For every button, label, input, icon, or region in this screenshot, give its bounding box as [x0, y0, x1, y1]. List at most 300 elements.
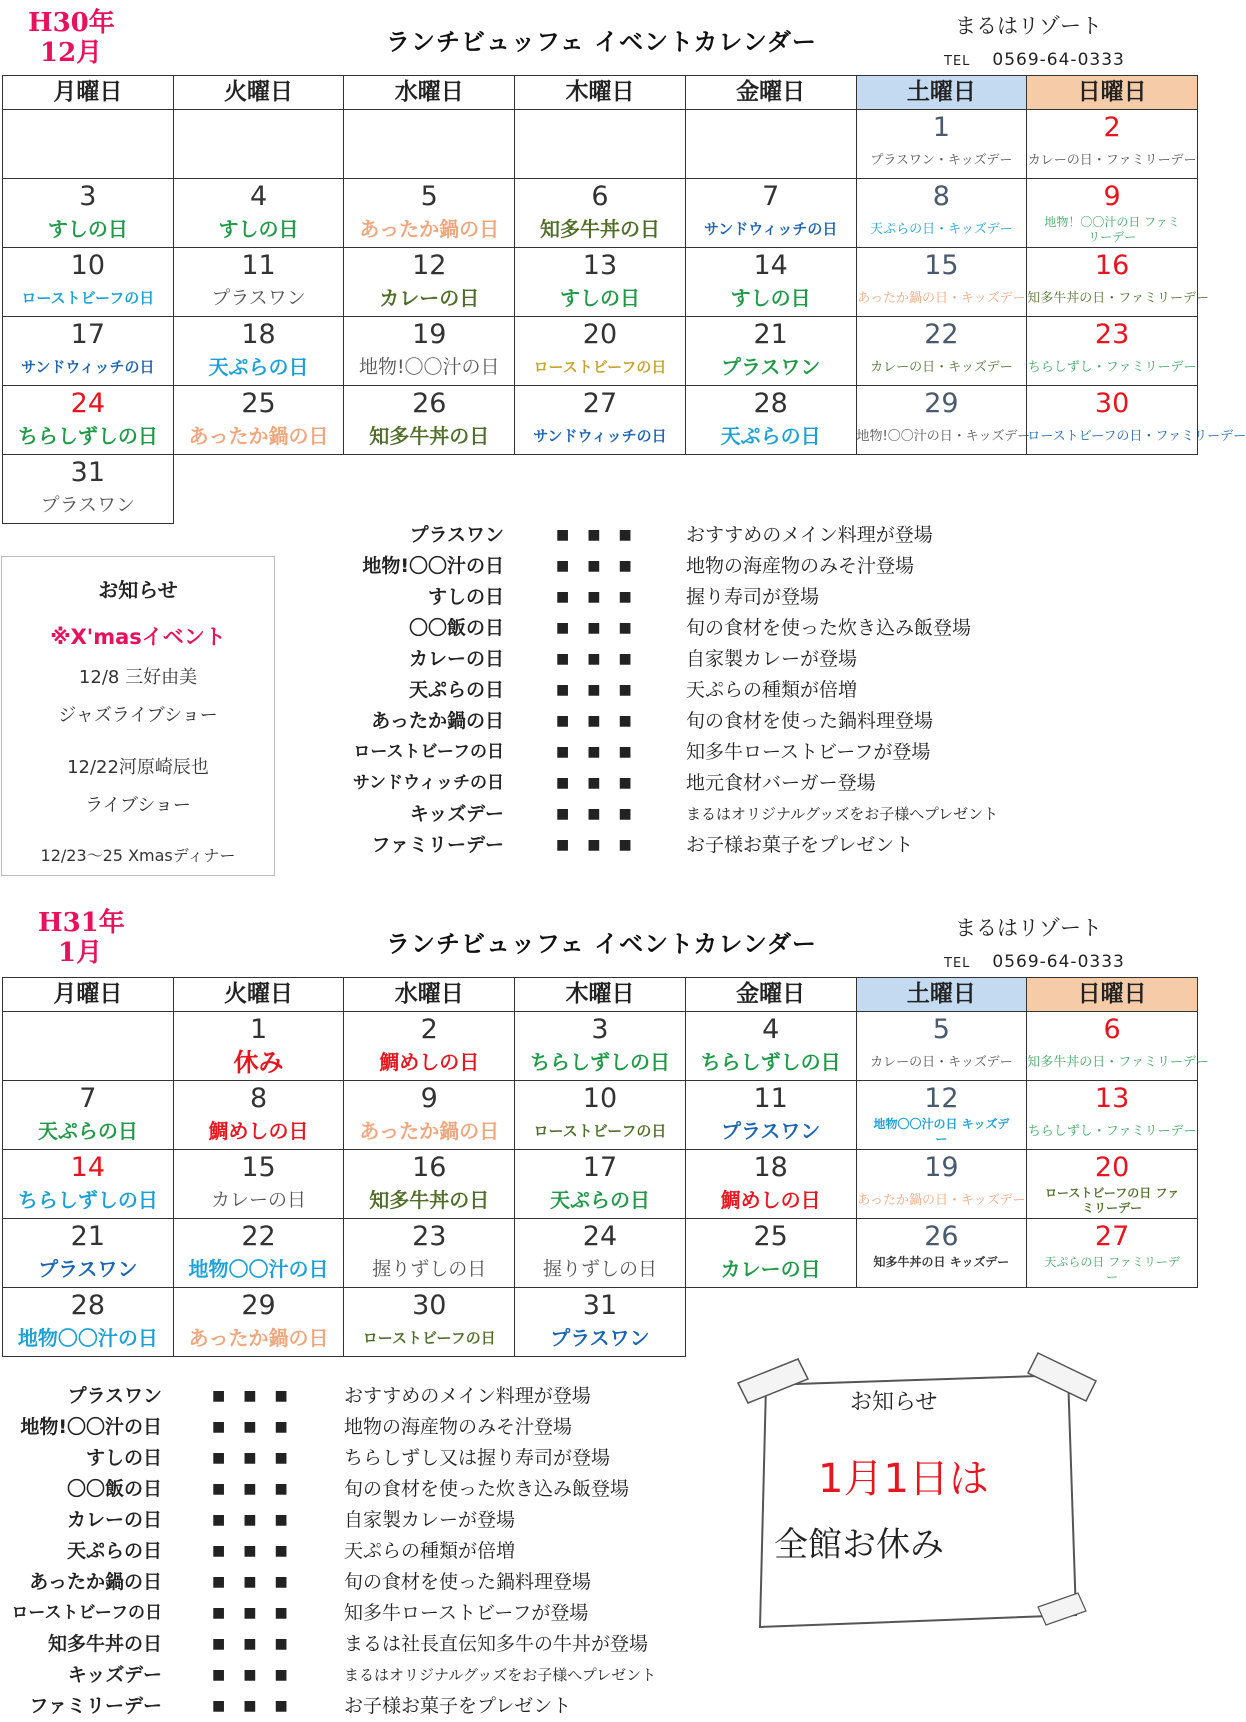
day-cell — [856, 248, 1027, 317]
day-number: 29 — [241, 1290, 276, 1321]
legend-row — [300, 737, 1070, 768]
weekday-header: 火曜日 — [173, 76, 344, 110]
day-number: 18 — [753, 1152, 788, 1183]
event-label: 地物〇〇汁の日 — [188, 1257, 329, 1281]
notice-line: ライブショー — [85, 795, 191, 816]
day-cell — [685, 317, 856, 386]
legend-description: 旬の食材を使った炊き込み飯登場 — [686, 617, 972, 639]
legend-key: キッズデー — [67, 1664, 162, 1686]
day-cell — [3, 179, 174, 248]
day-number: 14 — [753, 250, 788, 281]
legend-key: 地物!〇〇汁の日 — [362, 555, 504, 577]
blank-cell — [1027, 455, 1198, 524]
day-cell — [515, 386, 686, 455]
day-cell — [1027, 1219, 1198, 1288]
legend-key: 知多牛丼の日 — [47, 1633, 162, 1655]
event-label: ローストビーフの日 ファミリーデー — [1044, 1186, 1180, 1215]
day-cell — [173, 1012, 344, 1081]
day-cell — [856, 1150, 1027, 1219]
weekday-header: 月曜日 — [3, 76, 174, 110]
day-cell — [1027, 110, 1198, 179]
legend-description: おすすめのメイン料理が登場 — [686, 524, 933, 546]
blank-cell — [515, 455, 686, 524]
legend-row — [0, 1474, 720, 1505]
day-cell — [856, 317, 1027, 386]
legend-description: 天ぷらの種類が倍増 — [344, 1540, 516, 1562]
legend-key: ローストビーフの日 — [353, 742, 504, 762]
legend-dots: ■■■ — [556, 651, 650, 667]
day-number: 5 — [420, 181, 438, 212]
day-cell — [856, 179, 1027, 248]
event-label: 地物〇〇汁の日 — [17, 1326, 158, 1350]
event-label: プラスワン・キッズデー — [870, 153, 1013, 168]
weekday-header: 日曜日 — [1027, 76, 1198, 110]
day-cell — [344, 248, 515, 317]
legend-row — [0, 1629, 720, 1660]
day-cell — [344, 317, 515, 386]
day-cell — [3, 386, 174, 455]
event-label: すしの日 — [559, 286, 640, 310]
legend-key: あったか鍋の日 — [29, 1571, 162, 1593]
weekday-header: 水曜日 — [344, 978, 515, 1012]
era-year: H31年 — [38, 908, 125, 938]
event-label: カレーの日 — [211, 1189, 307, 1211]
day-number: 26 — [412, 388, 447, 419]
day-cell — [515, 1081, 686, 1150]
event-label: プラスワン — [550, 1326, 650, 1350]
legend-description: 地物の海産物のみそ汁登場 — [686, 555, 915, 577]
day-cell — [515, 1150, 686, 1219]
era-month: 1月 — [58, 938, 103, 968]
legend-key: サンドウィッチの日 — [352, 773, 504, 793]
day-number: 27 — [582, 388, 618, 419]
event-label: 知多牛丼の日・ファミリーデー — [1027, 291, 1209, 306]
event-label: あったか鍋の日 — [188, 424, 329, 448]
weekday-header: 木曜日 — [515, 76, 686, 110]
day-number: 10 — [582, 1083, 618, 1114]
day-cell — [685, 1219, 856, 1288]
legend-dots: ■■■ — [556, 589, 650, 605]
legend-row — [300, 613, 1070, 644]
day-cell — [1027, 317, 1198, 386]
event-label: 天ぷらの日 — [720, 424, 821, 448]
legend-description: おすすめのメイン料理が登場 — [344, 1385, 591, 1407]
event-label: サンドウィッチの日 — [703, 220, 838, 238]
blank-cell — [856, 455, 1027, 524]
event-label: プラスワン — [38, 1257, 138, 1281]
legend-dots: ■■■ — [556, 527, 650, 543]
day-number: 11 — [241, 250, 276, 281]
day-cell — [173, 1288, 344, 1357]
event-label: 知多牛丼の日・ファミリーデー — [1027, 1055, 1209, 1070]
legend-description: 地元食材バーガー登場 — [686, 772, 876, 794]
event-label: 鯛めしの日 — [720, 1188, 821, 1212]
day-number: 17 — [582, 1152, 618, 1183]
december-legend — [300, 520, 1070, 861]
day-cell — [344, 1081, 515, 1150]
notice-line: 12/22河原崎辰也 — [67, 757, 209, 778]
event-label: 地物！〇〇汁の日 ファミリーデー — [1044, 215, 1180, 244]
weekday-header: 木曜日 — [515, 978, 686, 1012]
blank-cell — [685, 455, 856, 524]
day-cell — [173, 248, 344, 317]
day-number: 25 — [241, 388, 276, 419]
legend-dots: ■■■ — [556, 806, 650, 822]
day-number: 12 — [924, 1083, 959, 1114]
calendar-title: ランチビュッフェ イベントカレンダー — [386, 28, 817, 56]
event-label: 知多牛丼の日 — [539, 217, 660, 241]
day-number: 3 — [591, 1014, 609, 1045]
day-cell — [344, 1150, 515, 1219]
event-label: 地物!〇〇汁の日 — [358, 356, 500, 378]
event-label: カレーの日・ファミリーデー — [1027, 153, 1197, 168]
event-label: カレーの日・キッズデー — [870, 360, 1013, 375]
empty-day-cell — [3, 1012, 174, 1081]
legend-key: 〇〇飯の日 — [66, 1478, 162, 1500]
event-label: 知多牛丼の日 — [369, 1188, 490, 1212]
event-label: カレーの日 — [720, 1257, 821, 1281]
legend-row — [0, 1660, 720, 1691]
day-number: 28 — [753, 388, 788, 419]
event-label: 知多牛丼の日 キッズデー — [873, 1255, 1010, 1269]
legend-row — [300, 768, 1070, 799]
event-label: すしの日 — [218, 217, 299, 241]
legend-dots: ■■■ — [212, 1636, 306, 1652]
day-number: 8 — [932, 181, 950, 212]
era-month: 12月 — [40, 38, 103, 68]
day-number: 24 — [70, 388, 106, 419]
day-cell — [3, 317, 174, 386]
legend-dots: ■■■ — [556, 775, 650, 791]
day-cell — [3, 1288, 174, 1357]
legend-dots: ■■■ — [212, 1481, 306, 1497]
legend-key: あったか鍋の日 — [371, 710, 504, 732]
legend-dots: ■■■ — [212, 1419, 306, 1435]
day-cell — [685, 386, 856, 455]
day-number: 22 — [924, 319, 959, 350]
legend-dots: ■■■ — [212, 1388, 306, 1404]
blank-cell — [344, 455, 515, 524]
day-cell — [515, 1288, 686, 1357]
day-cell — [515, 317, 686, 386]
day-number: 1 — [249, 1014, 268, 1045]
legend-key: カレーの日 — [408, 648, 504, 670]
event-label: あったか鍋の日 — [359, 1119, 500, 1143]
event-label: ローストビーフの日 — [533, 358, 667, 376]
day-number: 19 — [924, 1152, 959, 1183]
legend-row — [300, 830, 1070, 861]
day-cell — [344, 179, 515, 248]
legend-dots: ■■■ — [556, 744, 650, 760]
day-number: 13 — [1094, 1083, 1130, 1114]
legend-description: まるは社長直伝知多牛の牛丼が登場 — [344, 1633, 649, 1655]
legend-description: 旬の食材を使った炊き込み飯登場 — [344, 1478, 630, 1500]
legend-row — [300, 675, 1070, 706]
memo-closed-message: 全館お休み — [774, 1525, 944, 1565]
event-label: ローストビーフの日・ファミリーデー — [1027, 429, 1246, 444]
event-label: プラスワン — [720, 355, 821, 379]
event-label: 握りずしの日 — [542, 1258, 657, 1280]
notice-line: 12/23〜25 Xmasディナー — [40, 846, 236, 865]
empty-day-cell — [685, 110, 856, 179]
event-label: プラスワン — [720, 1119, 821, 1143]
day-cell — [515, 248, 686, 317]
legend-dots: ■■■ — [212, 1450, 306, 1466]
day-cell — [344, 386, 515, 455]
legend-dots: ■■■ — [556, 837, 650, 853]
day-cell — [856, 386, 1031, 455]
day-number: 20 — [582, 319, 618, 350]
day-number: 4 — [762, 1014, 780, 1045]
event-label: すしの日 — [47, 217, 128, 241]
legend-description: 知多牛ローストビーフが登場 — [344, 1602, 589, 1624]
event-label: 天ぷらの日・キッズデー — [870, 222, 1013, 237]
day-cell — [173, 317, 344, 386]
day-cell — [344, 1012, 515, 1081]
legend-row — [300, 520, 1070, 551]
day-number: 20 — [1094, 1152, 1130, 1183]
day-number: 2 — [420, 1014, 438, 1045]
day-cell — [685, 1081, 856, 1150]
day-number: 4 — [249, 181, 268, 212]
phone-number: TEL 0569-64-0333 — [944, 952, 1125, 972]
legend-description: まるはオリジナルグッズをお子様へプレゼント — [344, 1666, 657, 1684]
resort-name: まるはリゾート — [955, 14, 1102, 38]
day-cell — [3, 1081, 174, 1150]
day-number: 6 — [1103, 1014, 1121, 1045]
day-cell — [1027, 248, 1209, 317]
legend-description: 知多牛ローストビーフが登場 — [686, 741, 931, 763]
event-label: 天ぷらの日 ファミリーデー — [1044, 1255, 1180, 1284]
event-label: 天ぷらの日 — [208, 355, 309, 379]
event-label: 地物〇〇汁の日 キッズデー — [873, 1117, 1010, 1146]
legend-dots: ■■■ — [212, 1605, 306, 1621]
day-cell — [173, 1150, 344, 1219]
legend-row — [0, 1412, 720, 1443]
event-label: 鯛めしの日 — [379, 1050, 480, 1074]
legend-dots: ■■■ — [556, 682, 650, 698]
day-number: 8 — [249, 1083, 268, 1114]
day-cell — [1027, 179, 1198, 248]
phone-number: TEL 0569-64-0333 — [944, 50, 1125, 70]
weekday-header: 水曜日 — [344, 76, 515, 110]
day-cell — [344, 1219, 515, 1288]
day-cell — [1027, 1081, 1198, 1150]
day-cell — [3, 455, 174, 524]
event-label: ちらしずし・ファミリーデー — [1027, 1124, 1197, 1139]
legend-key: すしの日 — [85, 1447, 162, 1469]
event-label: ローストビーフの日 — [533, 1122, 667, 1140]
event-label: 天ぷらの日 — [37, 1119, 138, 1143]
legend-key: キッズデー — [409, 803, 504, 825]
legend-description: まるはオリジナルグッズをお子様へプレゼント — [686, 805, 999, 823]
day-cell — [173, 1081, 344, 1150]
notice-title: お知らせ — [98, 578, 178, 602]
empty-day-cell — [173, 110, 344, 179]
memo-title: お知らせ — [850, 1390, 938, 1415]
day-cell — [856, 110, 1027, 179]
day-number: 27 — [1094, 1221, 1130, 1252]
event-label: サンドウィッチの日 — [533, 427, 667, 445]
legend-key: ローストビーフの日 — [11, 1603, 162, 1623]
day-cell — [685, 1150, 856, 1219]
legend-key: すしの日 — [427, 586, 504, 608]
december-calendar — [2, 75, 1246, 524]
day-number: 16 — [412, 1152, 447, 1183]
legend-row — [0, 1691, 720, 1722]
event-label: ちらしずしの日 — [700, 1050, 841, 1074]
legend-key: ファミリーデー — [371, 834, 504, 856]
event-label: ちらしずしの日 — [529, 1050, 670, 1074]
legend-row — [300, 551, 1070, 582]
legend-row — [0, 1505, 720, 1536]
legend-description: 地物の海産物のみそ汁登場 — [344, 1416, 573, 1438]
legend-key: 天ぷらの日 — [66, 1540, 162, 1562]
event-label: すしの日 — [730, 286, 811, 310]
day-number: 12 — [412, 250, 447, 281]
legend-description: お子様お菓子をプレゼント — [344, 1695, 572, 1717]
legend-row — [0, 1443, 720, 1474]
day-cell — [685, 1012, 856, 1081]
day-cell — [685, 248, 856, 317]
day-number: 7 — [79, 1083, 97, 1114]
day-number: 3 — [79, 181, 97, 212]
legend-key: 〇〇飯の日 — [408, 617, 504, 639]
day-number: 1 — [932, 112, 950, 143]
legend-dots: ■■■ — [556, 558, 650, 574]
day-number: 24 — [582, 1221, 618, 1252]
event-label: ちらしずしの日 — [17, 1188, 158, 1212]
weekday-header: 金曜日 — [685, 76, 856, 110]
empty-day-cell — [344, 110, 515, 179]
legend-key: 天ぷらの日 — [408, 679, 504, 701]
day-cell — [515, 1012, 686, 1081]
day-number: 23 — [412, 1221, 447, 1252]
event-label: あったか鍋の日・キッズデー — [857, 291, 1026, 306]
january-legend — [0, 1381, 720, 1722]
event-label: あったか鍋の日 — [188, 1326, 329, 1350]
event-label: あったか鍋の日・キッズデー — [857, 1193, 1026, 1208]
notice-line: 12/8 三好由美 — [78, 667, 198, 688]
blank-cell — [173, 455, 344, 524]
day-cell — [173, 179, 344, 248]
event-label: カレーの日・キッズデー — [870, 1055, 1013, 1070]
legend-row — [0, 1598, 720, 1629]
legend-dots: ■■■ — [212, 1574, 306, 1590]
day-number: 31 — [70, 457, 106, 488]
day-number: 13 — [582, 250, 618, 281]
weekday-header: 火曜日 — [173, 978, 344, 1012]
day-cell — [344, 1288, 515, 1357]
legend-dots: ■■■ — [212, 1512, 306, 1528]
day-number: 26 — [924, 1221, 959, 1252]
day-number: 19 — [412, 319, 447, 350]
event-label: 天ぷらの日 — [549, 1188, 650, 1212]
weekday-header: 月曜日 — [3, 978, 174, 1012]
day-cell — [515, 179, 686, 248]
event-label: 知多牛丼の日 — [369, 424, 490, 448]
legend-dots: ■■■ — [556, 620, 650, 636]
day-number: 10 — [70, 250, 106, 281]
day-cell — [856, 1219, 1027, 1288]
day-number: 2 — [1103, 112, 1121, 143]
day-number: 31 — [582, 1290, 618, 1321]
notice-line: ジャズライブショー — [58, 705, 218, 726]
day-number: 11 — [753, 1083, 788, 1114]
legend-description: 旬の食材を使った鍋料理登場 — [344, 1571, 592, 1593]
day-cell — [856, 1012, 1027, 1081]
day-cell — [1027, 1012, 1209, 1081]
event-label: カレーの日 — [379, 286, 480, 310]
day-cell — [3, 1150, 174, 1219]
legend-dots: ■■■ — [212, 1543, 306, 1559]
event-label: ローストビーフの日 — [362, 1329, 496, 1347]
legend-description: 握り寿司が登場 — [686, 586, 820, 608]
day-cell — [1027, 1150, 1198, 1219]
empty-day-cell — [3, 110, 174, 179]
legend-dots: ■■■ — [212, 1667, 306, 1683]
day-number: 29 — [924, 388, 959, 419]
event-label: プラスワン — [40, 494, 136, 516]
day-number: 15 — [924, 250, 959, 281]
weekday-header: 土曜日 — [856, 978, 1027, 1012]
day-number: 28 — [70, 1290, 106, 1321]
event-label: 握りずしの日 — [372, 1258, 487, 1280]
legend-row — [300, 706, 1070, 737]
legend-key: ファミリーデー — [29, 1695, 162, 1717]
resort-name: まるはリゾート — [955, 916, 1102, 940]
day-number: 30 — [412, 1290, 447, 1321]
day-cell — [173, 1219, 344, 1288]
day-cell — [515, 1219, 686, 1288]
legend-description: ちらしずし又は握り寿司が登場 — [344, 1447, 611, 1469]
day-cell — [3, 248, 174, 317]
day-number: 21 — [70, 1221, 106, 1252]
legend-key: カレーの日 — [66, 1509, 162, 1531]
day-number: 5 — [932, 1014, 950, 1045]
event-label: サンドウィッチの日 — [21, 358, 155, 376]
memo-date: 1月1日は — [818, 1456, 989, 1502]
event-label: プラスワン — [211, 287, 306, 309]
day-number: 16 — [1094, 250, 1130, 281]
legend-key: プラスワン — [409, 524, 504, 546]
calendar-title: ランチビュッフェ イベントカレンダー — [386, 930, 817, 958]
day-number: 25 — [753, 1221, 788, 1252]
legend-row — [300, 644, 1070, 675]
day-number: 15 — [241, 1152, 276, 1183]
event-label: 鯛めしの日 — [208, 1119, 309, 1143]
legend-row — [300, 799, 1070, 830]
empty-day-cell — [515, 110, 686, 179]
legend-description: 天ぷらの種類が倍増 — [686, 679, 858, 701]
era-year: H30年 — [28, 8, 115, 38]
january-notice-memo — [738, 1345, 1098, 1640]
legend-description: お子様お菓子をプレゼント — [686, 834, 914, 856]
legend-description: 自家製カレーが登場 — [686, 648, 858, 670]
day-cell — [1027, 386, 1246, 455]
legend-row — [0, 1381, 720, 1412]
legend-description: 旬の食材を使った鍋料理登場 — [686, 710, 934, 732]
legend-key: プラスワン — [67, 1385, 162, 1407]
day-cell — [3, 1219, 174, 1288]
day-number: 22 — [241, 1221, 276, 1252]
weekday-header: 日曜日 — [1027, 978, 1198, 1012]
day-number: 7 — [762, 181, 780, 212]
weekday-header: 土曜日 — [856, 76, 1027, 110]
day-cell — [685, 179, 856, 248]
weekday-header: 金曜日 — [685, 978, 856, 1012]
day-number: 23 — [1094, 319, 1130, 350]
